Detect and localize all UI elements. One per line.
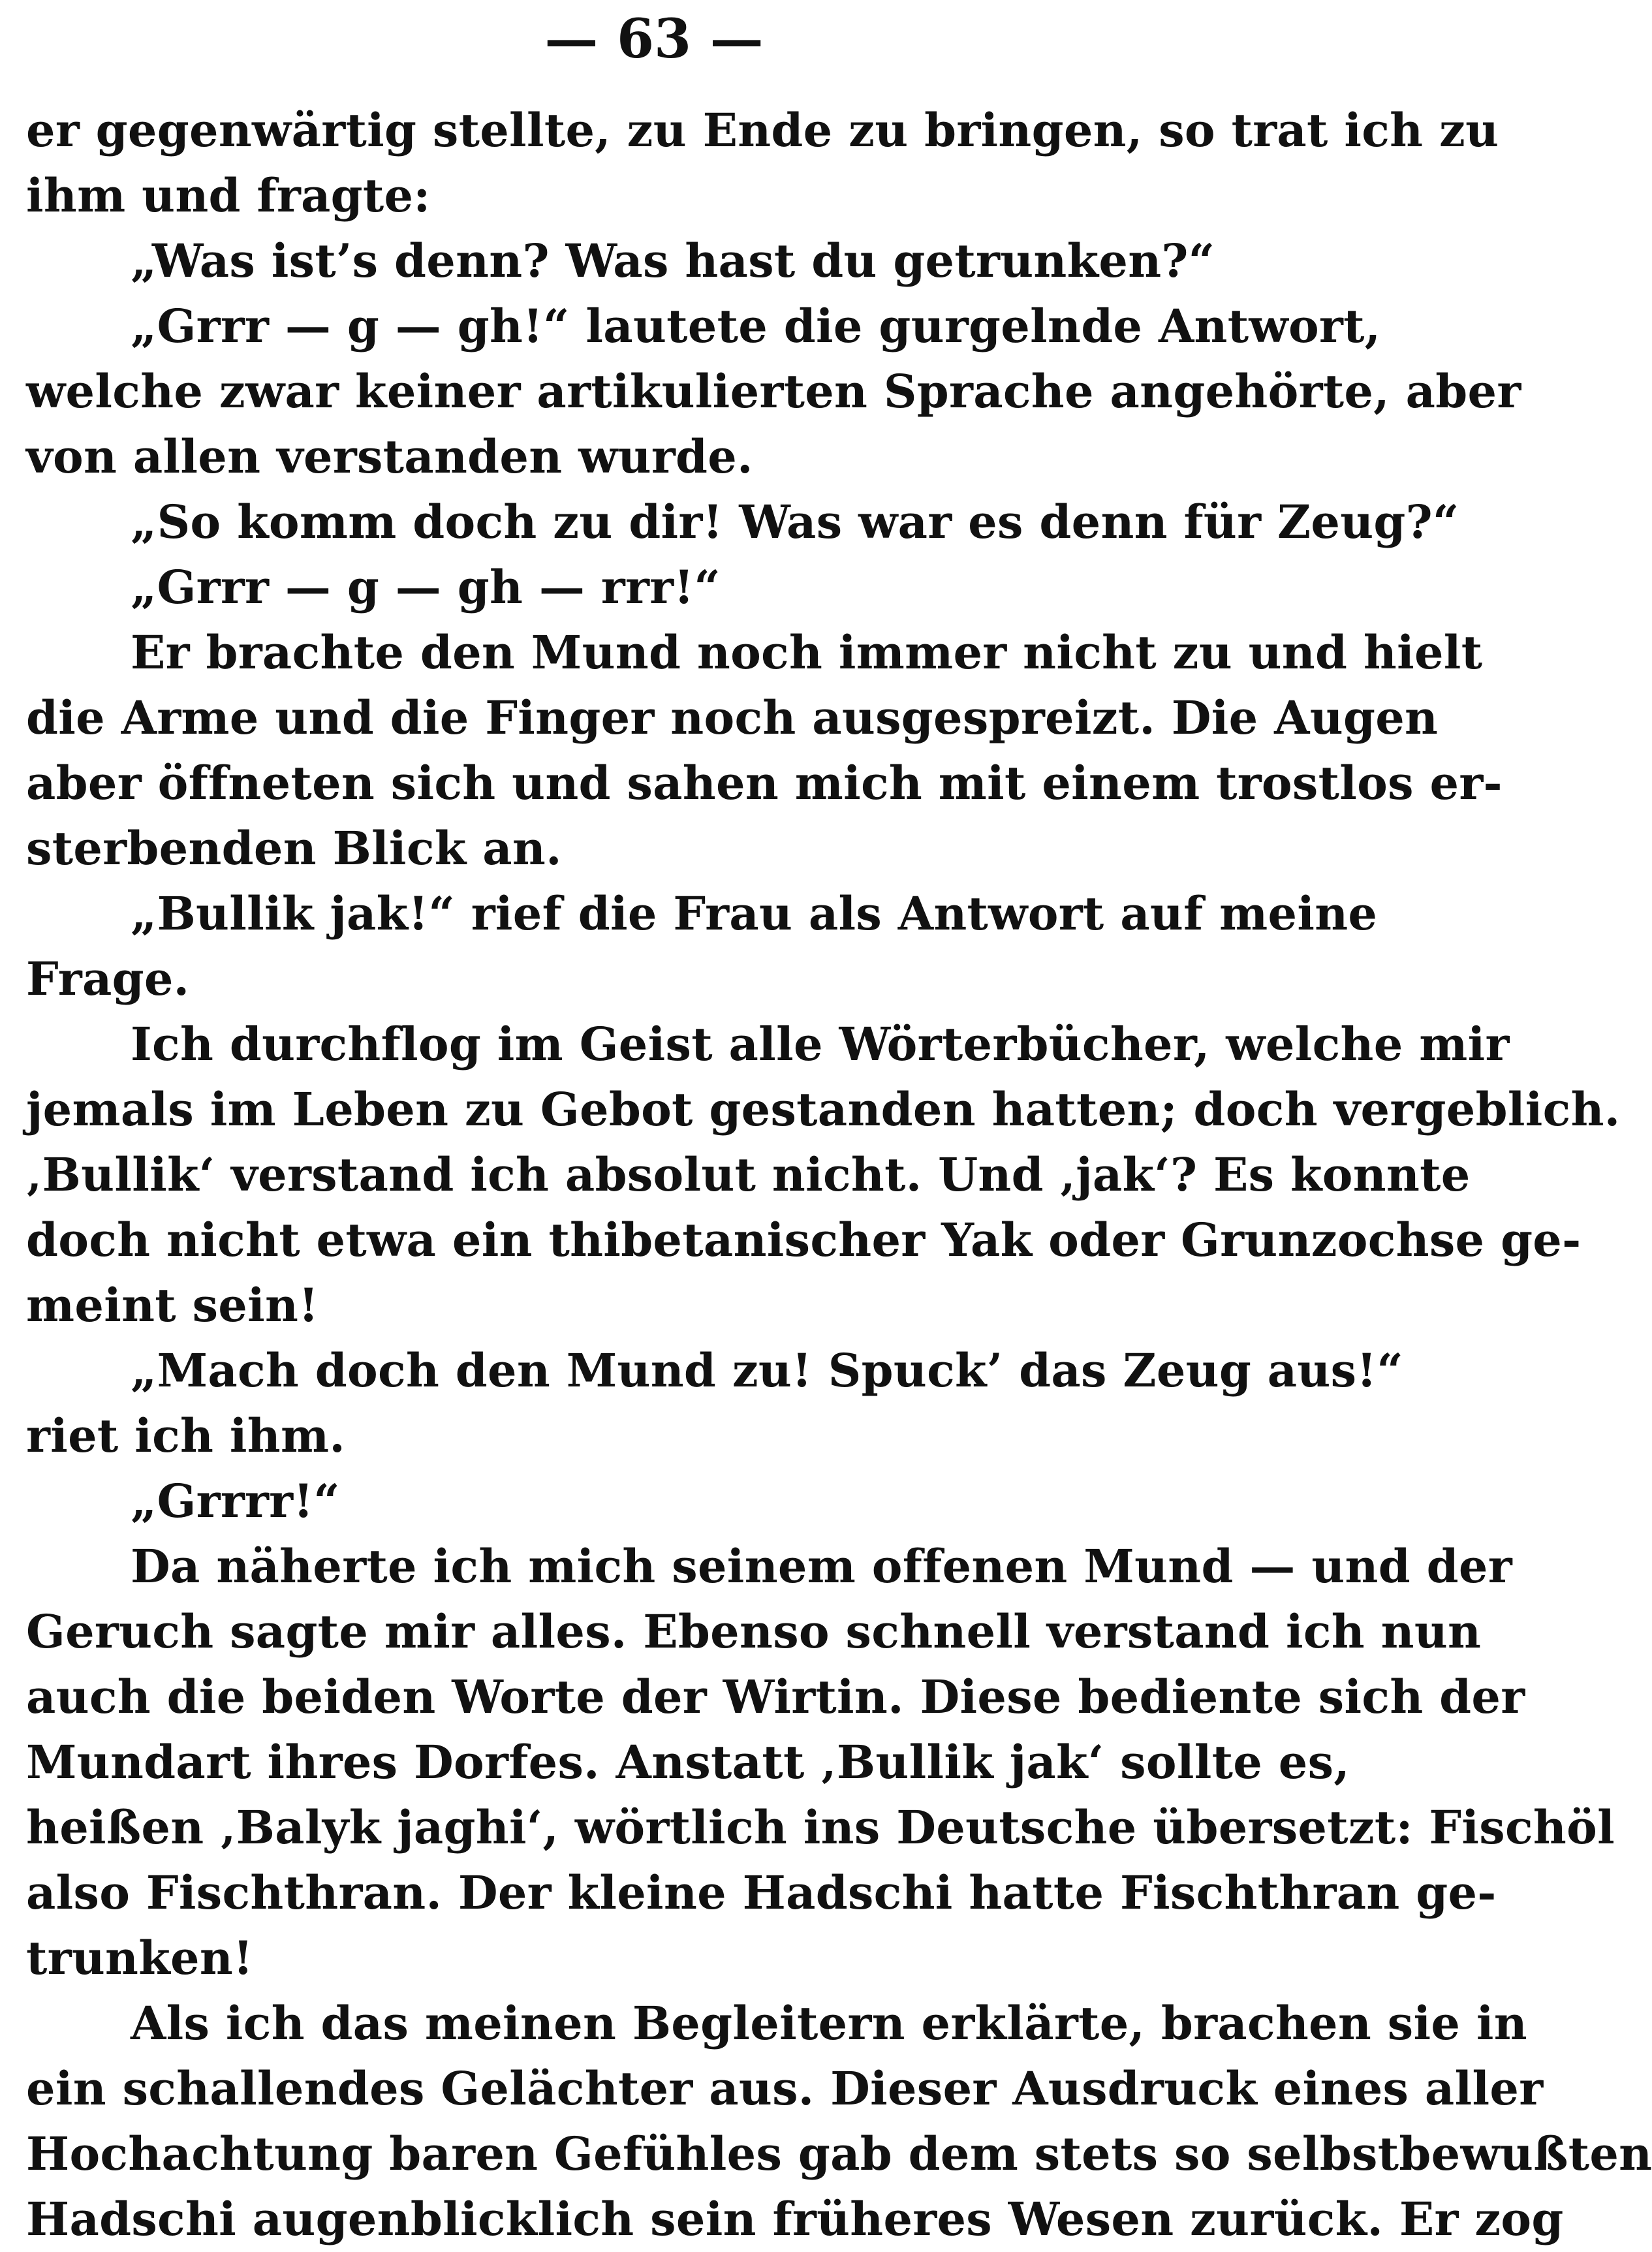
text-line: Frage.: [26, 952, 190, 1006]
text-line: Ich durchflog im Geist alle Wörterbücher, welche mir: [131, 1017, 1510, 1071]
text-line: er gegenwärtig stellte, zu Ende zu bringen, so trat ich zu: [26, 103, 1499, 157]
text-line: Mundart ihres Dorfes. Anstatt ‚Bullik jak‘ sollte es,: [26, 1735, 1350, 1789]
text-line: aber öffneten sich und sahen mich mit einem trostlos er-: [26, 756, 1503, 810]
text-line: ‚Bullik‘ verstand ich absolut nicht. Und ‚jak‘? Es konnte: [26, 1148, 1471, 1202]
text-line: die Arme und die Finger noch ausgespreizt. Die Augen: [26, 691, 1439, 745]
text-line: Hadschi augenblicklich sein früheres Wesen zurück. Er zog: [26, 2192, 1564, 2246]
text-line: „Bullik jak!“ rief die Frau als Antwort auf meine: [131, 886, 1378, 941]
text-line: riet ich ihm.: [26, 1409, 346, 1463]
text-line: „So komm doch zu dir! Was war es denn für Zeug?“: [131, 495, 1459, 549]
text-line: doch nicht etwa ein thibetanischer Yak oder Grunzochse ge-: [26, 1213, 1582, 1267]
text-line: sterbenden Blick an.: [26, 821, 562, 875]
page-number-header: — 63 —: [544, 8, 764, 70]
text-line: „Was ist’s denn? Was hast du getrunken?“: [131, 234, 1215, 288]
text-line: trunken!: [26, 1931, 254, 1985]
text-line: Hochachtung baren Gefühles gab dem stets so selbstbewußten: [26, 2127, 1652, 2181]
text-line: heißen ‚Balyk jaghi‘, wörtlich ins Deutsche übersetzt: Fischöl: [26, 1800, 1615, 1854]
text-line: Er brachte den Mund noch immer nicht zu und hielt: [131, 625, 1483, 680]
text-line: also Fischthran. Der kleine Hadschi hatte Fischthran ge-: [26, 1866, 1497, 1920]
text-line: „Grrrr!“: [131, 1474, 340, 1528]
text-line: ein schallendes Gelächter aus. Dieser Ausdruck eines aller: [26, 2061, 1544, 2116]
text-line: Als ich das meinen Begleitern erklärte, brachen sie in: [131, 1996, 1527, 2050]
body-text: [26, 98, 1652, 2252]
text-line: „Grrr — g — gh — rrr!“: [131, 560, 721, 614]
text-line: „Grrr — g — gh!“ lautete die gurgelnde Antwort,: [131, 299, 1381, 353]
text-line: meint sein!: [26, 1278, 319, 1332]
text-line: Geruch sagte mir alles. Ebenso schnell verstand ich nun: [26, 1604, 1482, 1659]
text-line: ihm und fragte:: [26, 168, 431, 223]
text-line: jemals im Leben zu Gebot gestanden hatten; doch vergeblich.: [26, 1082, 1621, 1136]
text-line: auch die beiden Worte der Wirtin. Diese bediente sich der: [26, 1670, 1525, 1724]
text-line: Da näherte ich mich seinem offenen Mund — und der: [131, 1539, 1512, 1593]
text-line: von allen verstanden wurde.: [26, 430, 753, 484]
text-line: welche zwar keiner artikulierten Sprache angehörte, aber: [26, 364, 1521, 418]
text-line: „Mach doch den Mund zu! Spuck’ das Zeug aus!“: [131, 1343, 1403, 1398]
